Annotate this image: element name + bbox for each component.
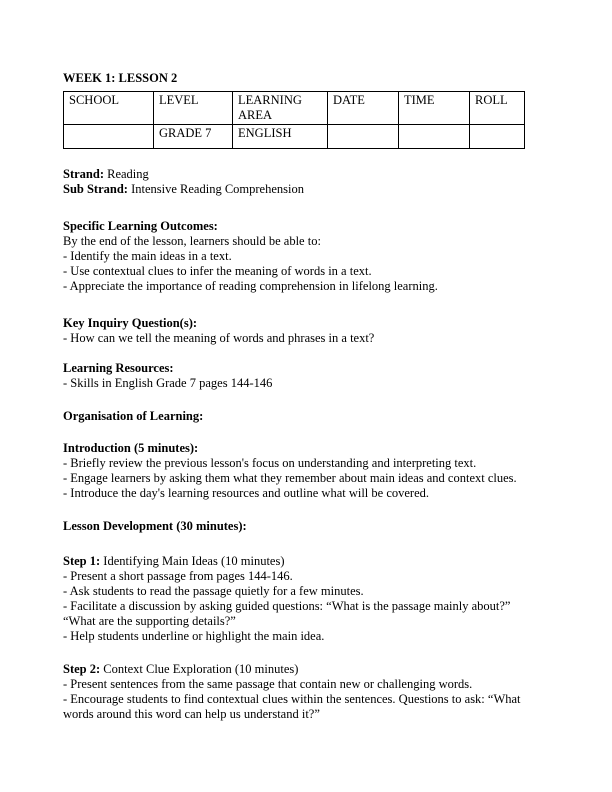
introduction-heading: Introduction (5 minutes): [63, 441, 199, 455]
outcomes-intro: By the end of the lesson, learners should be able to: [63, 234, 321, 248]
step-1-label: Step 1: [63, 554, 101, 568]
table-header-roll: ROLL [470, 92, 525, 125]
step-1-item: - Facilitate a discussion by asking guided questions: “What is the passage mainly about?” “What are the supporting details?” [63, 599, 511, 628]
step-1-item: - Present a short passage from pages 144-146. [63, 569, 293, 583]
step-2-title: Context Clue Exploration (10 minutes) [103, 662, 299, 676]
strand-line [63, 167, 540, 182]
outcomes-heading: Specific Learning Outcomes: [63, 219, 218, 233]
step-1-item: - Ask students to read the passage quietly for a few minutes. [63, 584, 364, 598]
sub-strand-line [63, 182, 540, 197]
section-specific-learning-outcomes [63, 219, 540, 294]
table-header-level: LEVEL [154, 92, 233, 125]
step-1-title: Identifying Main Ideas (10 minutes) [103, 554, 285, 568]
sub-strand-value: Intensive Reading Comprehension [131, 182, 304, 196]
table-cell-school [64, 125, 154, 149]
section-lesson-development [63, 519, 540, 534]
table-header-date: DATE [328, 92, 399, 125]
outcome-item: - Identify the main ideas in a text. [63, 249, 232, 263]
page-title: WEEK 1: LESSON 2 [63, 71, 178, 85]
step-2-block [63, 662, 540, 722]
table-header-learning-area: LEARNING AREA [233, 92, 328, 125]
step-1-block [63, 554, 540, 644]
strand-label: Strand: [63, 167, 104, 181]
strand-block [63, 167, 540, 197]
table-value-row [64, 125, 525, 149]
step-1-heading [63, 554, 540, 569]
step-2-item: - Encourage students to find contextual clues within the sentences. Questions to ask: “What words around this word can help us understand it?” [63, 692, 521, 721]
outcome-item: - Use contextual clues to infer the meaning of words in a text. [63, 264, 372, 278]
lesson-info-table [63, 91, 525, 149]
table-header-row [64, 92, 525, 125]
section-learning-resources [63, 361, 540, 391]
resources-heading: Learning Resources: [63, 361, 174, 375]
key-inquiry-item: - How can we tell the meaning of words and phrases in a text? [63, 331, 375, 345]
table-header-time: TIME [399, 92, 470, 125]
introduction-item: - Introduce the day's learning resources and outline what will be covered. [63, 486, 430, 500]
table-header-school: SCHOOL [64, 92, 154, 125]
table-cell-time [399, 125, 470, 149]
key-inquiry-heading: Key Inquiry Question(s): [63, 316, 198, 330]
strand-value: Reading [107, 167, 149, 181]
table-cell-roll [470, 125, 525, 149]
table-cell-level: GRADE 7 [154, 125, 233, 149]
section-organisation [63, 409, 540, 424]
outcome-item: - Appreciate the importance of reading comprehension in lifelong learning. [63, 279, 438, 293]
step-2-heading [63, 662, 540, 677]
introduction-item: - Engage learners by asking them what they remember about main ideas and context clues. [63, 471, 517, 485]
table-cell-date [328, 125, 399, 149]
step-2-label: Step 2: [63, 662, 101, 676]
step-1-item: - Help students underline or highlight the main idea. [63, 629, 325, 643]
section-key-inquiry [63, 316, 540, 346]
section-introduction [63, 441, 540, 501]
sub-strand-label: Sub Strand: [63, 182, 128, 196]
table-cell-learning-area: ENGLISH [233, 125, 328, 149]
step-2-item: - Present sentences from the same passage that contain new or challenging words. [63, 677, 473, 691]
introduction-item: - Briefly review the previous lesson's focus on understanding and interpreting text. [63, 456, 477, 470]
resources-item: - Skills in English Grade 7 pages 144-146 [63, 376, 273, 390]
organisation-heading: Organisation of Learning: [63, 409, 204, 423]
development-heading: Lesson Development (30 minutes): [63, 519, 247, 533]
